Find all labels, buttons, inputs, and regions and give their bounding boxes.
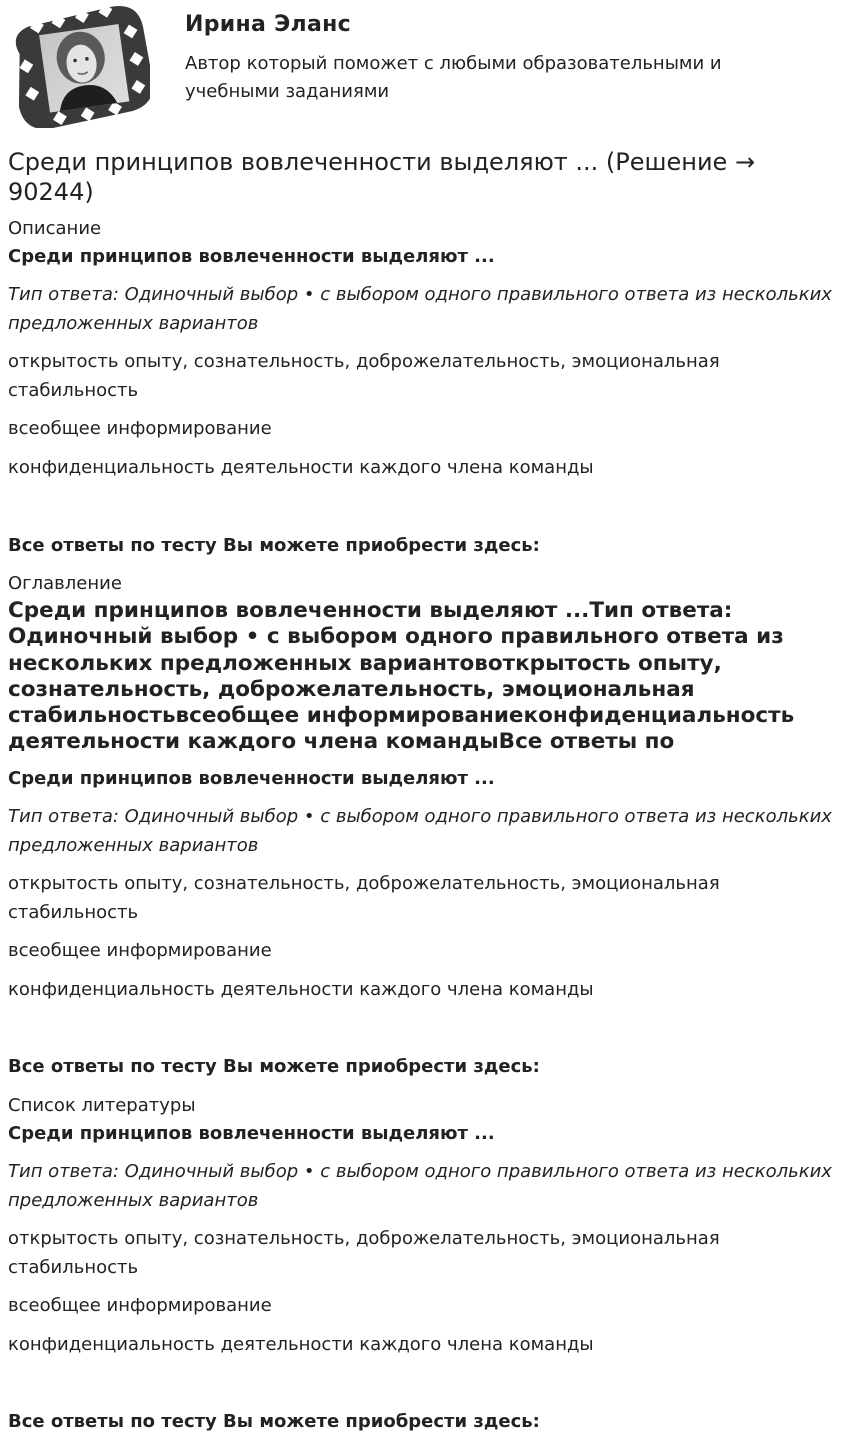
- toc-label: Оглавление: [8, 573, 122, 594]
- answer-option: открытость опыту, сознательность, доброжелательность, эмоциональная стабильность: [8, 873, 720, 923]
- literature-label: Список литературы: [8, 1095, 196, 1116]
- answer-option: конфиденциальность деятельности каждого члена команды: [8, 978, 594, 1000]
- answer-type: Тип ответа: Одиночный выбор • с выбором одного правильного ответа из нескольких предложенных вариантов: [8, 284, 832, 334]
- author-name: Ирина Эланс: [185, 12, 351, 37]
- description-section: [8, 215, 839, 556]
- literature-section: [8, 1092, 839, 1432]
- description-label: Описание: [8, 218, 102, 239]
- answer-option: конфиденциальность деятельности каждого члена команды: [8, 456, 594, 478]
- answer-option: всеобщее информирование: [8, 1295, 272, 1316]
- author-description: Автор который поможет с любыми образовательными и учебными заданиями: [185, 53, 722, 102]
- question-text: Среди принципов вовлеченности выделяют ...: [8, 1123, 495, 1144]
- answer-option: всеобщее информирование: [8, 940, 272, 961]
- toc-question-block: [8, 765, 839, 1077]
- answer-type: Тип ответа: Одиночный выбор • с выбором одного правильного ответа из нескольких предложенных вариантов: [8, 1161, 832, 1211]
- author-header: [8, 0, 839, 135]
- answer-option: всеобщее информирование: [8, 418, 272, 439]
- answer-option: конфиденциальность деятельности каждого члена команды: [8, 1333, 594, 1355]
- page-title: Среди принципов вовлеченности выделяют ... (Решение → 90244): [8, 148, 756, 206]
- question-text: Среди принципов вовлеченности выделяют ...: [8, 246, 495, 267]
- answer-option: открытость опыту, сознательность, доброжелательность, эмоциональная стабильность: [8, 351, 720, 401]
- avatar: [8, 6, 150, 128]
- page: [8, 0, 839, 1432]
- toc-section: [8, 570, 839, 756]
- buy-answers-text: Все ответы по тесту Вы можете приобрести здесь:: [8, 535, 540, 556]
- buy-answers-text: Все ответы по тесту Вы можете приобрести здесь:: [8, 1056, 540, 1077]
- toc-text: Среди принципов вовлеченности выделяют ...Тип ответа: Одиночный выбор • с выбором одного правильного ответа из нескольких предложенных вариантовоткрытость опыту, сознательность, доброжелательность, эмоциональная стабильностьвсеобщее информированиеконфиденциальность деятельности каждого члена командыВсе ответы по: [8, 598, 795, 755]
- buy-answers-text: Все ответы по тесту Вы можете приобрести здесь:: [8, 1411, 540, 1432]
- answer-type: Тип ответа: Одиночный выбор • с выбором одного правильного ответа из нескольких предложенных вариантов: [8, 806, 832, 856]
- question-text: Среди принципов вовлеченности выделяют ...: [8, 768, 495, 789]
- answer-option: открытость опыту, сознательность, доброжелательность, эмоциональная стабильность: [8, 1228, 720, 1278]
